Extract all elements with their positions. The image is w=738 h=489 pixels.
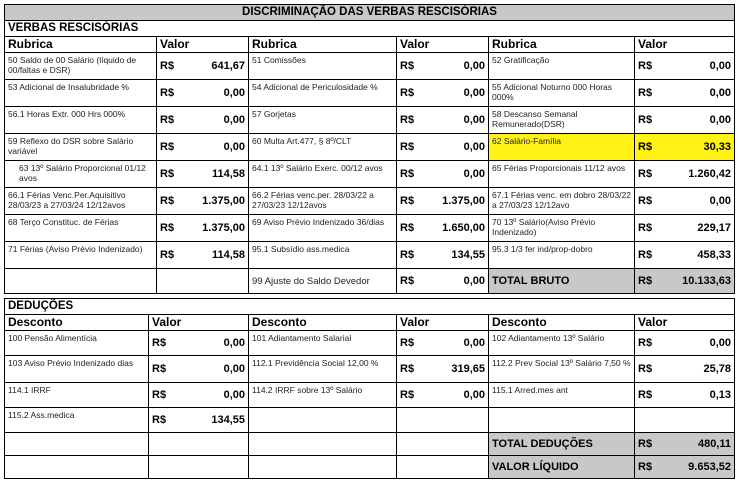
valor-cell: R$ 319,65 [397, 356, 489, 383]
valor-cell: R$ 114,58 [157, 242, 249, 269]
rubrica-label: 65 Férias Proporcionais 11/12 avos [489, 161, 635, 188]
table-row [5, 188, 735, 215]
desconto-label: 115.2 Ass.medica [5, 408, 149, 433]
empty-cell [397, 433, 489, 456]
valor-cell: R$ 0,00 [157, 80, 249, 107]
deducoes-table [4, 298, 735, 479]
ajuste-label: 99 Ajuste do Saldo Devedor [249, 269, 397, 294]
valor-liquido-label: VALOR LÍQUIDO [489, 456, 635, 479]
col-header-desconto: Desconto [5, 315, 149, 331]
valor-cell: R$ 641,67 [157, 53, 249, 80]
empty-cell [5, 456, 149, 479]
table-row [5, 161, 735, 188]
empty-cell [149, 456, 249, 479]
valor-cell: R$ 0,00 [157, 134, 249, 161]
rubrica-label: 50 Saldo de 00 Salário (líquido de 00/faltas e DSR) [5, 53, 157, 80]
rubrica-label: 53 Adicional de Insalubridade % [5, 80, 157, 107]
col-header-valor: Valor [397, 37, 489, 53]
valor-cell: R$ 0,00 [149, 356, 249, 383]
valor-cell: R$ 114,58 [157, 161, 249, 188]
rubrica-label: 60 Multa Art.477, § 8º/CLT [249, 134, 397, 161]
empty-cell [635, 408, 735, 433]
rubrica-label: 63 13º Salário Proporcional 01/12 avos [5, 161, 157, 188]
table-row [5, 107, 735, 134]
empty-cell [5, 433, 149, 456]
rubrica-label: 66.2 Férias venc.per. 28/03/22 a 27/03/23 12/12avos [249, 188, 397, 215]
total-bruto-value: R$ 10.133,63 [635, 269, 735, 294]
desconto-label: 112.1 Previdência Social 12,00 % [249, 356, 397, 383]
col-header-rubrica: Rubrica [5, 37, 157, 53]
table-row [5, 383, 735, 408]
valor-cell: R$ 0,00 [635, 80, 735, 107]
valor-cell: R$ 1.260,42 [635, 161, 735, 188]
valor-cell: R$ 0,00 [397, 383, 489, 408]
rescission-sheet [4, 4, 734, 479]
valor-cell: R$ 0,00 [397, 134, 489, 161]
valor-cell: R$ 1.650,00 [397, 215, 489, 242]
rubrica-label: 95.1 Subsídio ass.medica [249, 242, 397, 269]
valor-cell: R$ 0,00 [157, 107, 249, 134]
valor-liquido-value: R$ 9.653,52 [635, 456, 735, 479]
empty-cell [489, 408, 635, 433]
col-header-valor: Valor [149, 315, 249, 331]
col-header-valor: Valor [635, 315, 735, 331]
valor-cell: R$ 0,13 [635, 383, 735, 408]
desconto-label: 102 Adiantamento 13º Salário [489, 331, 635, 356]
empty-cell [249, 433, 397, 456]
valor-cell: R$ 134,55 [149, 408, 249, 433]
valor-cell: R$ 0,00 [397, 331, 489, 356]
valor-cell: R$ 1.375,00 [397, 188, 489, 215]
total-deducoes-value: R$ 480,11 [635, 433, 735, 456]
rubrica-label: 68 Terço Constituc. de Férias [5, 215, 157, 242]
col-header-valor: Valor [635, 37, 735, 53]
empty-cell [5, 269, 157, 294]
rubrica-label: 55 Adicional Noturno 000 Horas 000% [489, 80, 635, 107]
valor-cell: R$ 229,17 [635, 215, 735, 242]
rubrica-label: 95.3 1/3 fer ind/prop-dobro [489, 242, 635, 269]
desconto-label: 114.1 IRRF [5, 383, 149, 408]
table-row [5, 134, 735, 161]
valor-cell: R$ 1.375,00 [157, 188, 249, 215]
valor-cell: R$ 0,00 [149, 331, 249, 356]
page-title: DISCRIMINAÇÃO DAS VERBAS RESCISÓRIAS [5, 5, 735, 21]
desconto-label: 103 Aviso Prévio Indenizado dias [5, 356, 149, 383]
total-deducoes-label: TOTAL DEDUÇÕES [489, 433, 635, 456]
valor-cell: R$ 0,00 [635, 188, 735, 215]
table-row [5, 269, 735, 294]
valor-cell: R$ 0,00 [397, 80, 489, 107]
table-row [5, 242, 735, 269]
rubrica-label: 51 Comissões [249, 53, 397, 80]
ajuste-value: R$ 0,00 [397, 269, 489, 294]
rubrica-label: 67.1 Férias venc. em dobro 28/03/22 a 27/03/23 12/12avo [489, 188, 635, 215]
empty-cell [149, 433, 249, 456]
rubrica-label: 58 Descanso Semanal Remunerado(DSR) [489, 107, 635, 134]
valor-cell: R$ 0,00 [397, 107, 489, 134]
valor-cell: R$ 134,55 [397, 242, 489, 269]
desconto-label: 115.1 Arred.mes ant [489, 383, 635, 408]
rubrica-label: 56.1 Horas Extr. 000 Hrs 000% [5, 107, 157, 134]
table-row [5, 356, 735, 383]
rubrica-label: 66.1 Férias Venc.Per.Aquisitivo 28/03/23 a 27/03/24 12/12avos [5, 188, 157, 215]
col-header-valor: Valor [397, 315, 489, 331]
valor-cell: R$ 0,00 [397, 53, 489, 80]
valor-cell: R$ 458,33 [635, 242, 735, 269]
empty-cell [249, 456, 397, 479]
valor-cell: R$ 1.375,00 [157, 215, 249, 242]
desconto-label: 100 Pensão Alimentícia [5, 331, 149, 356]
valor-cell: R$ 0,00 [397, 161, 489, 188]
table-row [5, 80, 735, 107]
total-bruto-label: TOTAL BRUTO [489, 269, 635, 294]
valor-cell: R$ 0,00 [149, 383, 249, 408]
desconto-label: 101 Adiantamento Salarial [249, 331, 397, 356]
valor-cell: R$ 0,00 [635, 53, 735, 80]
valor-cell-highlighted: R$ 30,33 [635, 134, 735, 161]
rubrica-label: 64.1 13º Salário Exerc. 00/12 avos [249, 161, 397, 188]
rubrica-label-highlighted: 62 Salário-Família [489, 134, 635, 161]
col-header-valor: Valor [157, 37, 249, 53]
empty-cell [157, 269, 249, 294]
col-header-desconto: Desconto [489, 315, 635, 331]
col-header-desconto: Desconto [249, 315, 397, 331]
table-row [5, 53, 735, 80]
deducoes-section-label: DEDUÇÕES [5, 299, 735, 315]
table-row [5, 456, 735, 479]
table-row [5, 331, 735, 356]
rubrica-label: 71 Férias (Aviso Prévio Indenizado) [5, 242, 157, 269]
desconto-label: 112.2 Prev Social 13º Salário 7,50 % [489, 356, 635, 383]
desconto-label: 114.2 IRRF sobre 13º Salário [249, 383, 397, 408]
verbas-section-label: VERBAS RESCISÓRIAS [5, 21, 735, 37]
valor-cell: R$ 0,00 [635, 107, 735, 134]
rubrica-label: 52 Gratificação [489, 53, 635, 80]
table-row [5, 215, 735, 242]
rubrica-label: 69 Aviso Prévio Indenizado 36/dias [249, 215, 397, 242]
col-header-rubrica: Rubrica [249, 37, 397, 53]
empty-cell [397, 456, 489, 479]
col-header-rubrica: Rubrica [489, 37, 635, 53]
valor-cell: R$ 0,00 [635, 331, 735, 356]
rubrica-label: 59 Reflexo do DSR sobre Salário variável [5, 134, 157, 161]
rubrica-label: 57 Gorjetas [249, 107, 397, 134]
verbas-table [4, 4, 735, 294]
empty-cell [249, 408, 397, 433]
table-row [5, 433, 735, 456]
rubrica-label: 54 Adicional de Periculosidade % [249, 80, 397, 107]
rubrica-label: 70 13º Salário(Aviso Prévio Indenizado) [489, 215, 635, 242]
table-row [5, 408, 735, 433]
empty-cell [397, 408, 489, 433]
valor-cell: R$ 25,78 [635, 356, 735, 383]
